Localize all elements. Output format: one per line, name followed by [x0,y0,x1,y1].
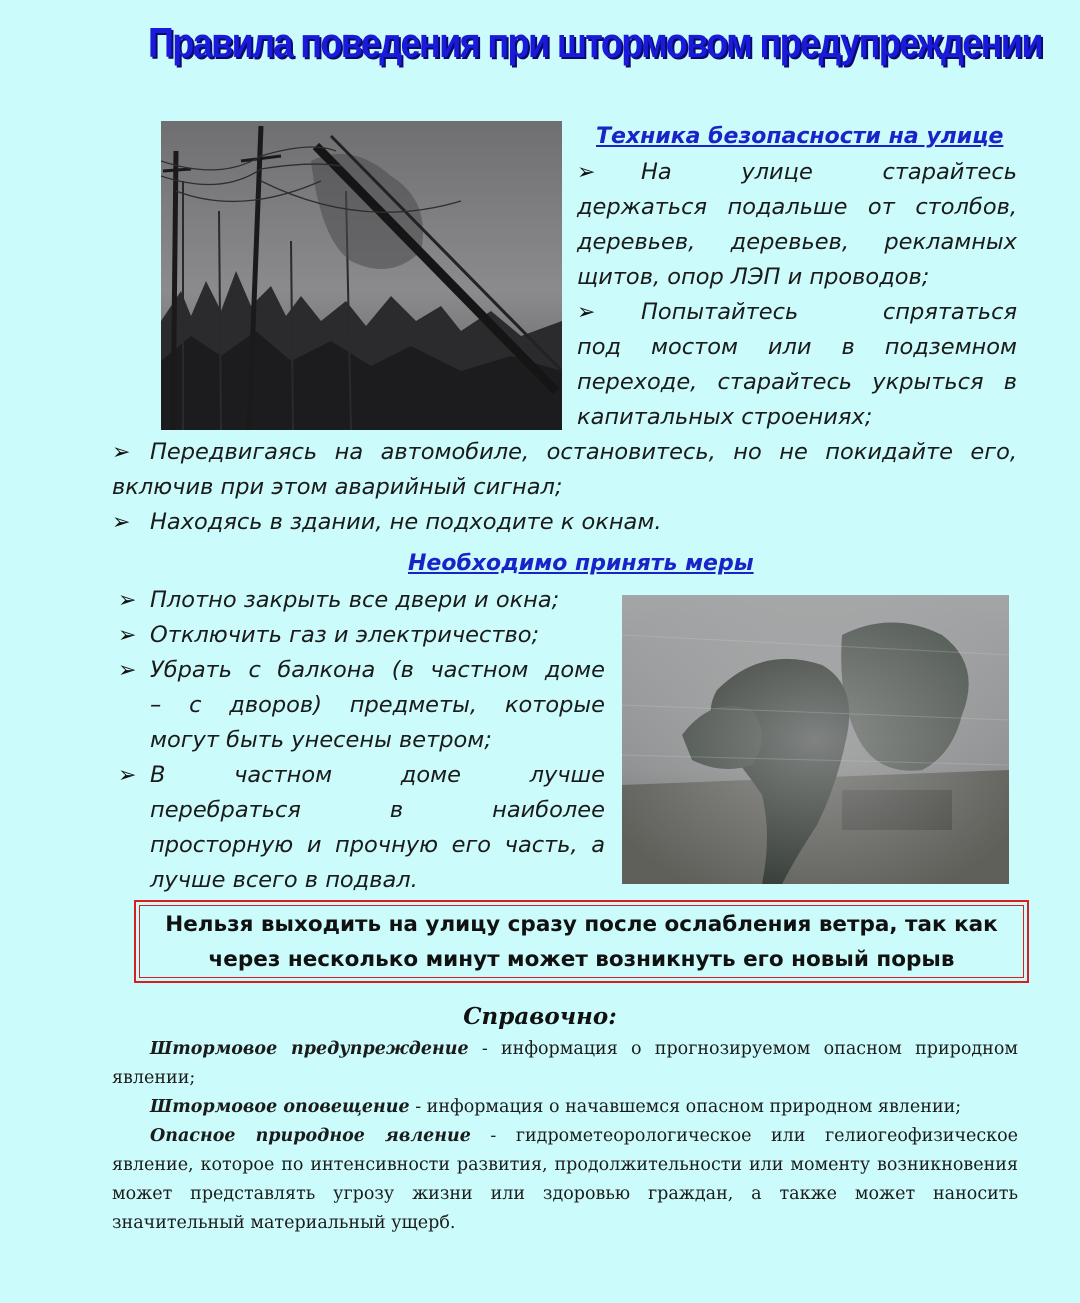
item-line: капитальных строениях; [577,404,873,430]
definition-term: Штормовое предупреждение [150,1039,469,1059]
item-line: На улице старайтесь [641,159,1017,185]
arrow-bullet-icon: ➢ [118,763,137,788]
list-item [118,653,605,758]
arrow-bullet-icon: ➢ [577,160,596,185]
item-line: Убрать с балкона (в частном доме [150,657,605,683]
item-line: Передвигаясь на автомобиле, остановитесь, но не покидайте его, [150,439,1017,465]
storm-power-lines-photo [161,121,562,430]
item-line: перебраться в наиболее [150,797,605,823]
item-line: Плотно закрыть все двери и окна; [150,587,560,613]
section-heading-measures: Необходимо принять меры [408,551,754,576]
item-line: Находясь в здании, не подходите к окнам. [150,509,662,535]
arrow-bullet-icon: ➢ [118,588,137,613]
definition [112,1035,1018,1093]
item-line: могут быть унесены ветром; [150,727,492,753]
list-item [118,758,605,898]
definition [112,1093,1018,1122]
storm-trees-photo [622,595,1009,884]
arrow-bullet-icon: ➢ [577,300,596,325]
item-line: включив при этом аварийный сигнал; [112,474,563,500]
street-safety-list-top [577,155,1017,435]
list-item [577,295,1017,435]
arrow-bullet-icon: ➢ [118,658,137,683]
list-item [112,435,1017,505]
item-line: Отключить газ и электричество; [150,622,540,648]
list-item [577,155,1017,295]
definition [112,1122,1018,1238]
warning-line: через несколько минут может возникнуть его новый порыв [208,946,955,972]
arrow-bullet-icon: ➢ [112,440,131,465]
item-line: под мостом или в подземном [577,334,1017,360]
page-title: Правила поведения при штормовом предупреждении [148,18,1042,67]
item-line: Попытайтесь спрятаться [641,299,1017,325]
reference-definitions [112,1035,1018,1238]
item-line: лучше всего в подвал. [150,867,418,893]
list-item [118,583,605,618]
street-safety-list-bottom [112,435,1017,540]
item-line: держаться подальше от столбов, [577,194,1017,220]
item-line: щитов, опор ЛЭП и проводов; [577,264,930,290]
arrow-bullet-icon: ➢ [118,623,137,648]
list-item [118,618,605,653]
item-line: – с дворов) предметы, которые [150,692,605,718]
definition-text: - информация о начавшемся опасном природном явлении; [409,1097,962,1117]
reference-title: Справочно: [463,1003,617,1030]
definition-text: - информация о прогнозируемом опасном природном явлении; [112,1039,1018,1088]
item-line: переходе, старайтесь укрыться в [577,369,1017,395]
warning-text [165,907,998,977]
definition-text: - гидрометеорологическое или гелиогеофизическое явление, которое по интенсивности развития, продолжительности или моменту возникновения может представлять угрозу жизни или здоровью граждан, а также может наносить значительный материальный ущерб. [112,1126,1018,1233]
item-line: В частном доме лучше [150,762,605,788]
item-line: просторную и прочную его часть, а [150,832,605,858]
measures-list [118,583,605,898]
list-item [112,505,1017,540]
section-heading-street-safety: Техника безопасности на улице [596,124,1004,149]
definition-term: Опасное природное явление [150,1126,471,1146]
warning-box [134,900,1029,983]
arrow-bullet-icon: ➢ [112,510,131,535]
item-line: деревьев, деревьев, рекламных [577,229,1017,255]
definition-term: Штормовое оповещение [150,1097,410,1117]
warning-line: Нельзя выходить на улицу сразу после ослабления ветра, так как [165,911,998,937]
